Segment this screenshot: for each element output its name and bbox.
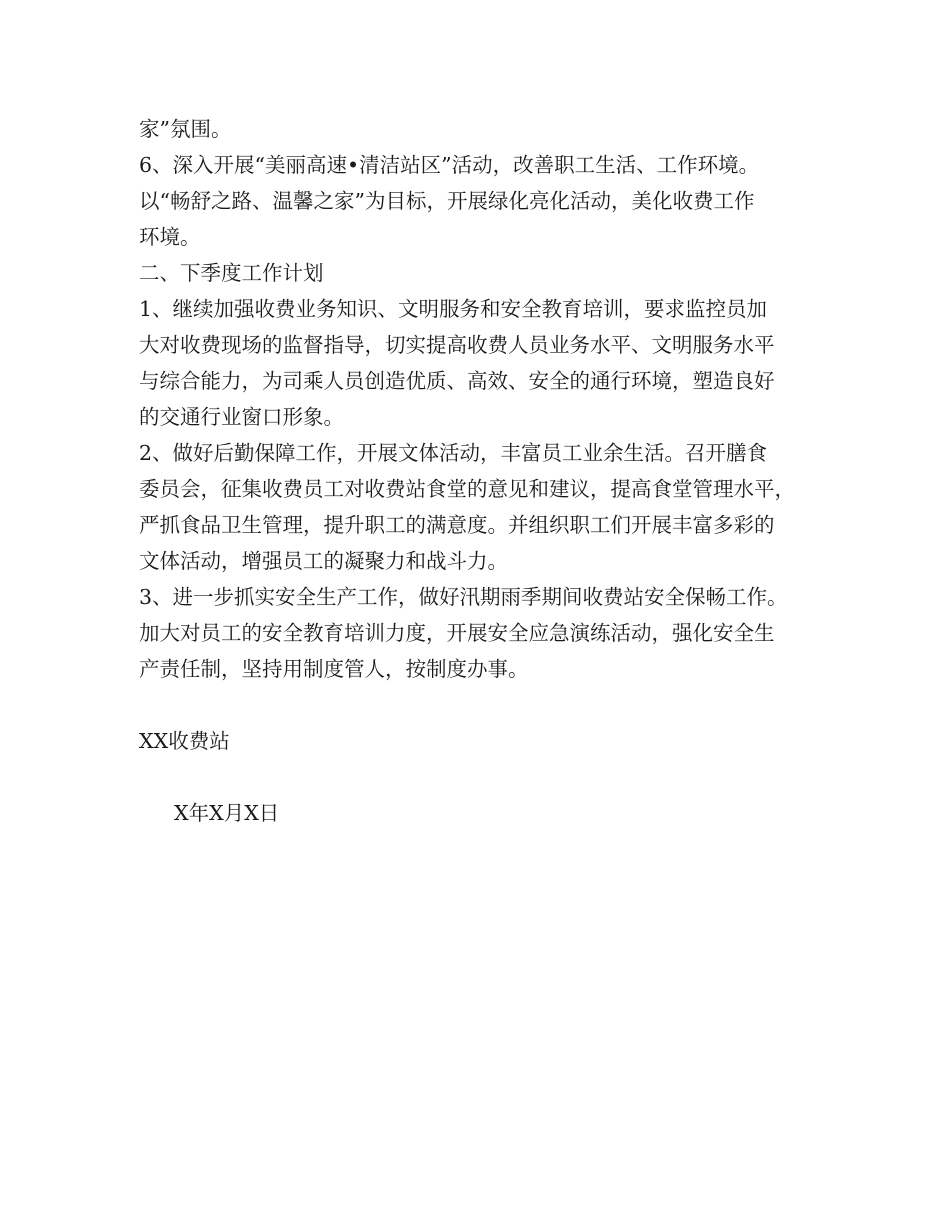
text-line: 以“畅舒之路、温馨之家”为目标，开展绿化亮化活动，美化收费工作 <box>139 189 755 213</box>
text-line: 产责任制，坚持用制度管人，按制度办事。 <box>139 657 529 681</box>
text-line: 大对收费现场的监督指导，切实提高收费人员业务水平、文明服务水平 <box>139 333 775 357</box>
text-line: 的交通行业窗口形象。 <box>139 405 344 429</box>
spacer <box>139 759 839 795</box>
text-line: 与综合能力，为司乘人员创造优质、高效、安全的通行环境，塑造良好 <box>139 369 775 393</box>
text-line: 2、做好后勤保障工作，开展文体活动，丰富员工业余生活。召开膳食 <box>139 441 768 465</box>
signature-date: X年X月X日 <box>174 801 280 825</box>
text-line: 6、深入开展“美丽高速•清洁站区”活动，改善职工生活、工作环境。 <box>139 153 760 177</box>
text-line: 3、进一步抓实安全生产工作，做好汛期雨季期间收费站安全保畅工作。 <box>139 585 788 609</box>
text-line: 1、继续加强收费业务知识、文明服务和安全教育培训，要求监控员加 <box>139 297 768 321</box>
text-line: 文体活动，增强员工的凝聚力和战斗力。 <box>139 549 508 573</box>
text-line: 环境。 <box>139 225 201 249</box>
spacer <box>139 687 839 723</box>
section-heading: 二、下季度工作计划 <box>139 261 324 285</box>
signature-org: XX收费站 <box>139 729 230 753</box>
text-line: 加大对员工的安全教育培训力度，开展安全应急演练活动，强化安全生 <box>139 621 775 645</box>
text-line: 家”氛围。 <box>139 117 232 141</box>
document-body <box>139 111 839 831</box>
text-line: 委员会，征集收费员工对收费站食堂的意见和建议，提高食堂管理水平， <box>139 477 795 501</box>
text-line: 严抓食品卫生管理，提升职工的满意度。并组织职工们开展丰富多彩的 <box>139 513 775 537</box>
